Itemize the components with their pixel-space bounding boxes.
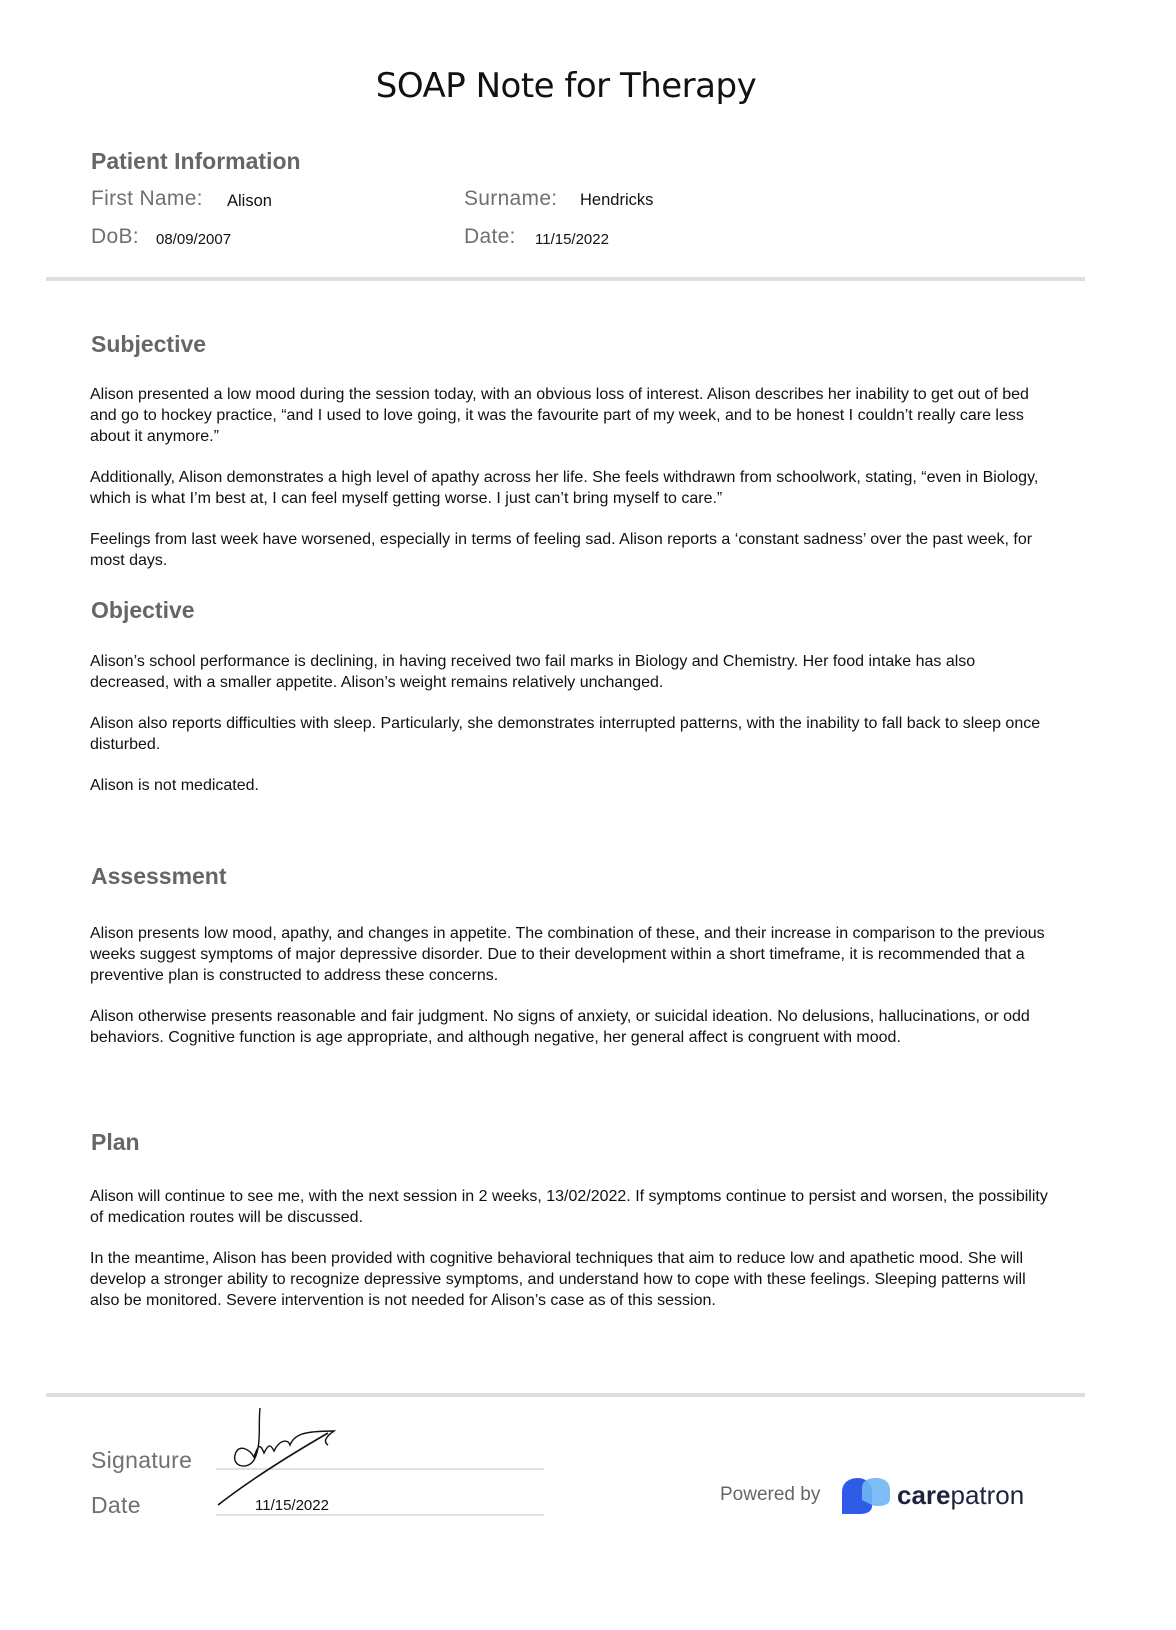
assessment-body <box>90 923 1050 1068</box>
paragraph: Alison is not medicated. <box>90 777 259 794</box>
paragraph: In the meantime, Alison has been provided with cognitive behavioral techniques that aim to reduce low and apathetic mood. She will develop a stronger ability to recognize depressive symptoms, and understand how to cope with these feelings. Sleeping patterns will also be monitored. Severe intervention is not needed for Alison’s case as of this session. <box>90 1250 1026 1309</box>
first-name-value: Alison <box>227 192 272 210</box>
dob-label: DoB: <box>91 225 139 248</box>
first-name-label: First Name: <box>91 187 203 210</box>
paragraph: Alison also reports difficulties with sleep. Particularly, she demonstrates interrupted patterns, with the inability to fall back to sleep once disturbed. <box>90 715 1041 753</box>
powered-by-text: Powered by <box>720 1484 821 1505</box>
page-title: SOAP Note for Therapy <box>375 66 757 106</box>
paragraph: Alison presented a low mood during the session today, with an obvious loss of interest. Alison describes her inability to get out of bed and go to hockey practice, “and I used to love going, it was the favourite part of my week, and to be honest I couldn’t really care less about it anymore.” <box>90 386 1029 445</box>
assessment-heading: Assessment <box>91 863 227 889</box>
carepatron-wordmark <box>897 1480 1024 1511</box>
objective-heading: Objective <box>91 597 195 623</box>
paragraph: Alison presents low mood, apathy, and changes in appetite. The combination of these, and their increase in comparison to the previous weeks suggest symptoms of major depressive disorder. Due to their development within a short timeframe, it is recommended that a preventive plan is constructed to address these concerns. <box>90 925 1045 984</box>
brand-light: patron <box>950 1480 1025 1510</box>
dob-value: 08/09/2007 <box>156 231 232 248</box>
plan-heading: Plan <box>91 1129 140 1155</box>
date-label: Date: <box>464 225 516 248</box>
surname-label: Surname: <box>464 187 558 210</box>
brand-bold: care <box>897 1480 951 1510</box>
paragraph: Feelings from last week have worsened, especially in terms of feeling sad. Alison reports a ‘constant sadness’ over the past week, for most days. <box>90 531 1033 569</box>
header-divider <box>46 277 1085 281</box>
footer-date-value: 11/15/2022 <box>255 1497 329 1514</box>
surname-value: Hendricks <box>580 191 654 209</box>
paragraph: Alison otherwise presents reasonable and fair judgment. No signs of anxiety, or suicidal ideation. No delusions, hallucinations, or odd behaviors. Cognitive function is age appropriate, and although negative, her general affect is congruent with mood. <box>90 1008 1030 1046</box>
patient-info-heading: Patient Information <box>91 148 301 174</box>
date-line <box>216 1514 544 1516</box>
signature-label: Signature <box>91 1447 193 1473</box>
carepatron-logo-icon <box>838 1476 894 1516</box>
plan-body <box>90 1186 1050 1331</box>
subjective-body <box>90 384 1050 591</box>
paragraph: Alison’s school performance is declining, in having received two fail marks in Biology and Chemistry. Her food intake has also decreased, with a smaller appetite. Alison’s weight remains relatively unchanged. <box>90 653 976 691</box>
objective-body <box>90 651 1050 816</box>
subjective-heading: Subjective <box>91 331 207 357</box>
date-value: 11/15/2022 <box>535 231 609 248</box>
footer-date-label: Date <box>91 1492 141 1518</box>
signature-image <box>210 1405 350 1510</box>
paragraph: Additionally, Alison demonstrates a high level of apathy across her life. She feels withdrawn from schoolwork, stating, “even in Biology, which is what I’m best at, I can feel myself getting worse. I just can’t bring myself to care.” <box>90 469 1039 507</box>
footer-divider <box>46 1393 1085 1397</box>
paragraph: Alison will continue to see me, with the next session in 2 weeks, 13/02/2022. If symptoms continue to persist and worsen, the possibility of medication routes will be discussed. <box>90 1188 1048 1226</box>
